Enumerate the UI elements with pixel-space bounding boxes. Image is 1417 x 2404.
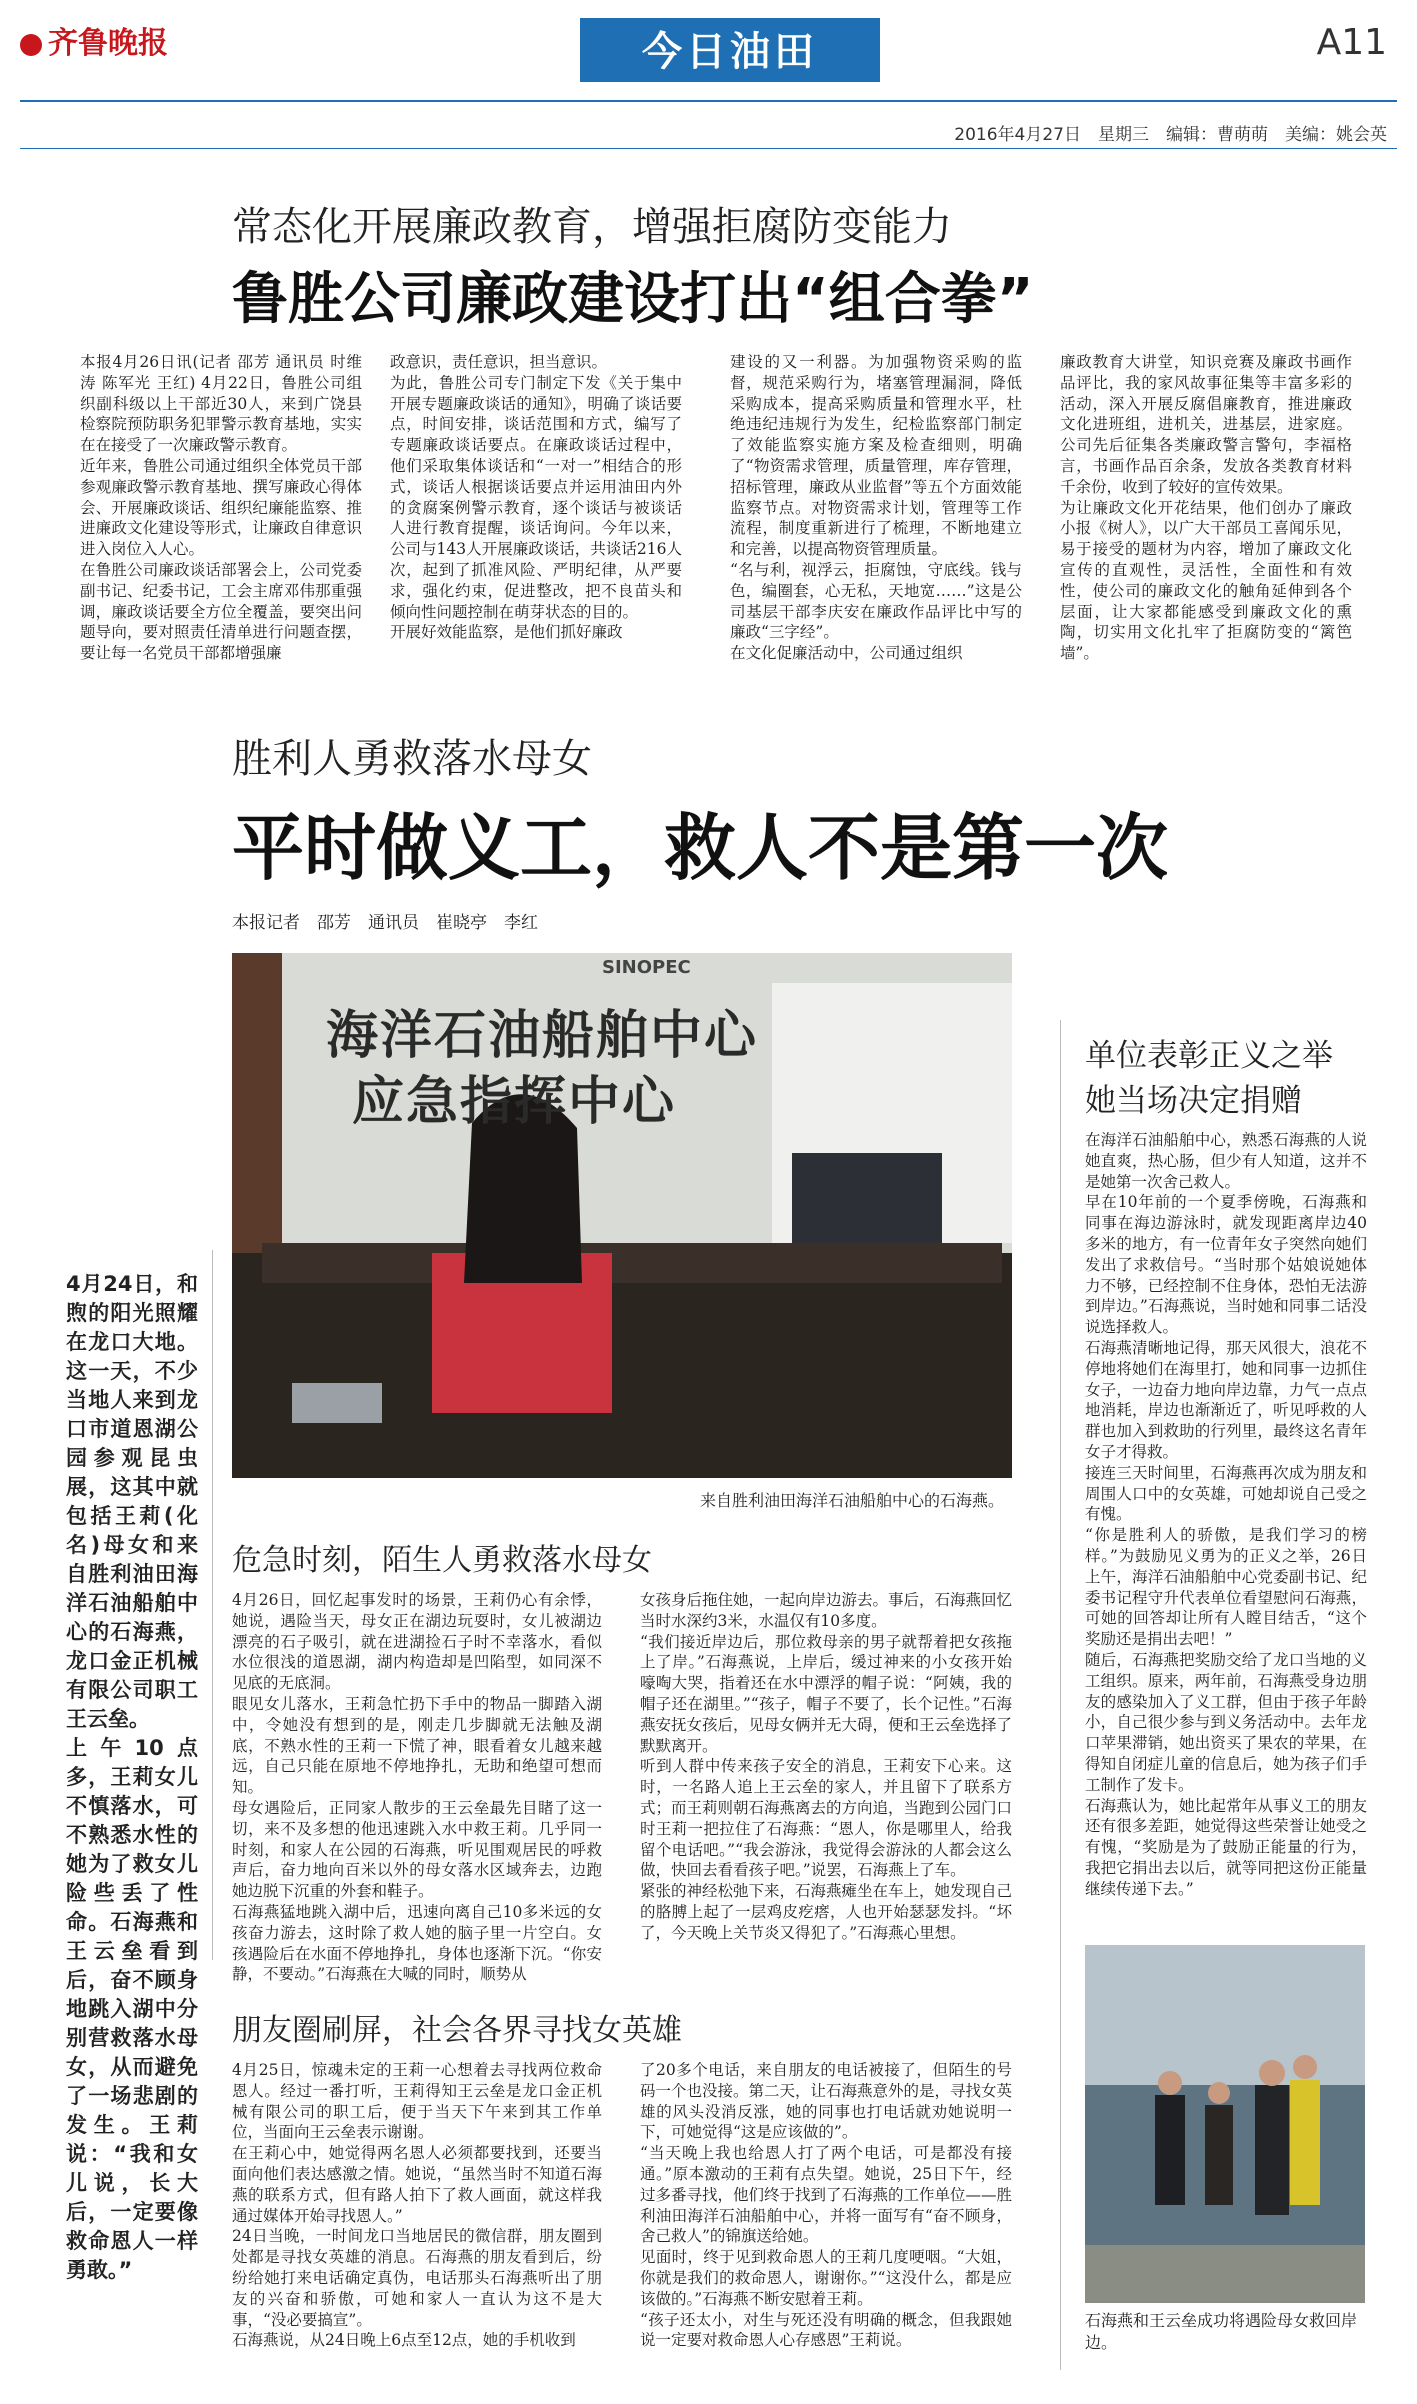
article1-col4: 廉政教育大讲堂，知识竞赛及廉政书画作品评比，我的家风故事征集等丰富多彩的活动，深入开展反腐倡廉教育，推进廉政文化进班组，进机关，进基层，进家庭。公司先后征集各类廉政警言警句，李福格言，书画作品百余条，发放各类教育材料千余份，收到了较好的宣传效果。 为让廉政文化开花结果，他们创办了廉政小报《树人》，以广大干部员工喜闻乐见，易于接受的题材为内容，增加了廉政文化宣传的直观性，灵活性，全面性和有效性，使公司的廉政文化的触角延伸到各个层面，让大家都能感受到廉政文化的熏陶，切实用文化扎牢了拒腐防变的“篱笆墙”。 xyxy=(1060,353,1352,663)
rescue-photo xyxy=(1085,1945,1365,2303)
sec1-col1: 4月26日，回忆起事发时的场景，王莉仍心有余悸，她说，遇险当天，母女正在湖边玩耍时，女儿被湖边漂亮的石子吸引，就在进湖捡石子时不幸落水，看似水位很浅的道恩湖，湖内构造却是凹陷型，如同深不见底的无底洞。 眼见女儿落水，王莉急忙扔下手中的物品一脚踏入湖中，令她没有想到的是，刚走几步脚就无法触及湖底，不熟水性的王莉一下慌了神，眼看着女儿越来越远，自己只能在原地不停地挣扎，无助和绝望可想而知。 母女遇险后，正同家人散步的王云垒最先目睹了这一切，来不及多想的他迅速跳入水中救王莉。几乎同一时刻，和家人在公园的石海燕，听见围观居民的呼救声后，奋力地向百米以外的母女落水区域奔去，边跑她边脱下沉重的外套和鞋子。 石海燕猛地跳入湖中后，迅速向离自己10多米远的女孩奋力游去，这时除了救人她的脑子里一片空白。女孩遇险后在水面不停地挣扎，身体也逐渐下沉。“你安静，不要动。”石海燕在大喊的同时，顺势从 xyxy=(232,1591,602,1984)
article1-col3: 建设的又一利器。为加强物资采购的监督，规范采购行为，堵塞管理漏洞，降低采购成本，提高采购质量和管理水平，杜绝违纪违规行为发生，纪检监察部门制定了效能监察实施方案及检查细则，明确了“物资需求管理，质量管理，库存管理，招标管理，廉政从业监督”等五个方面效能监察节点。对物资需求计划，管理等工作流程，制度重新进行了梳理，不断地建立和完善，以提高物资管理质量。 “名与利，视浮云，拒腐蚀，守底线。钱与色，编圈套，心无私，天地宽……”这是公司基层干部李庆安在廉政作品评比中写的廉政“三字经”。 在文化促廉活动中，公司通过组织 xyxy=(730,353,1022,663)
article1-col2: 政意识，责任意识，担当意识。 为此，鲁胜公司专门制定下发《关于集中开展专题廉政谈话的通知》，明确了谈话要点，时间安排，谈话范围和方式，编写了专题廉政谈话要点。在廉政谈话过程中，他们采取集体谈话和“一对一”相结合的形式，谈话人根据谈话要点并运用油田内外的贪腐案例警示教育，逐个谈话与被谈话人进行教育提醒，谈话询问。今年以来，公司与143人开展廉政谈话，共谈话216人次，起到了抓准风险、严明纪律，从严要求，强化约束，促进整改，把不良苗头和倾向性问题控制在萌芽状态的目的。 开展好效能监察，是他们抓好廉政 xyxy=(390,353,682,642)
rescue-photo-caption: 石海燕和王云垒成功将遇险母女救回岸边。 xyxy=(1085,2311,1358,2352)
main-photo-caption: 来自胜利油田海洋石油船舶中心的石海燕。 xyxy=(700,1491,1005,1510)
photo-sign-line1: 海洋石油船舶中心 xyxy=(326,1006,759,1066)
article2-byline: 本报记者 邵芳 通讯员 崔晓亭 李红 xyxy=(232,913,538,933)
article2-kicker: 胜利人勇救落水母女 xyxy=(232,736,592,782)
right-subhead-line2: 她当场决定捐赠 xyxy=(1085,1083,1302,1119)
main-photo xyxy=(232,953,1012,1478)
sec1-col2: 女孩身后拖住她，一起向岸边游去。事后，石海燕回忆当时水深约3米，水温仅有10多度。 “我们接近岸边后，那位救母亲的男子就帮着把女孩拖上了岸。”石海燕说，上岸后，缓过神来的小女孩开始嚎啕大哭，指着还在水中漂浮的帽子说：“阿姨，我的帽子还在湖里。”“孩子，帽子不要了，长个记性。”石海燕安抚女孩后，见母女俩并无大碍，便和王云垒选择了默默离开。 听到人群中传来孩子安全的消息，王莉安下心来。这时，一名路人追上王云垒的家人，并且留下了联系方式；而王莉则朝石海燕离去的方向追，当跑到公园门口时王莉一把拉住了石海燕：“恩人，你是哪里人，给我留个电话吧。”“我会游泳，我觉得会游泳的人都会这么做，快回去看看孩子吧。”说罢，石海燕上了车。 紧张的神经松弛下来，石海燕瘫坐在车上，她发现自己的胳膊上起了一层鸡皮疙瘩，人也开始瑟瑟发抖。“坏了，今天晚上关节炎又得犯了。”石海燕心里想。 xyxy=(640,1591,1013,1942)
sec2-col2: 了20多个电话，来自朋友的电话被接了，但陌生的号码一个也没接。第二天，让石海燕意外的是，寻找女英雄的风头没消反涨，她的同事也打电话就劝她说明一下，可她觉得“这是应该做的”。 “当天晚上我也给恩人打了两个电话，可是都没有接通。”原本激动的王莉有点失望。她说，25日下午，经过多番寻找，他们终于找到了石海燕的工作单位——胜利油田海洋石油船舶中心，并将一面写有“奋不顾身，舍己救人”的锦旗送给她。 见面时，终于见到救命恩人的王莉几度哽咽。“大姐，你就是我们的救命恩人，谢谢你。”“这没什么，都是应该做的。”石海燕不断安慰着王莉。 “孩子还太小，对生与死还没有明确的概念，但我跟她说一定要对救命恩人心存感恩”王莉说。 xyxy=(640,2061,1013,2350)
subhead-1: 危急时刻，陌生人勇救落水母女 xyxy=(232,1543,652,1578)
article1-headline: 鲁胜公司廉政建设打出“组合拳” xyxy=(232,267,1034,332)
logo-emblem-icon xyxy=(20,34,42,56)
rescue-photo-illustration xyxy=(1085,1945,1365,2303)
right-column-body: 在海洋石油船舶中心，熟悉石海燕的人说她直爽，热心肠，但少有人知道，这并不是她第一次舍己救人。 早在10年前的一个夏季傍晚，石海燕和同事在海边游泳时，就发现距离岸边40多米的地方，有一位青年女子突然向她们发出了求救信号。“当时那个姑娘说她体力不够，已经控制不住身体，恐怕无法游到岸边。”石海燕说，当时她和同事二话没说选择救人。 石海燕清晰地记得，那天风很大，浪花不停地将她们在海里打，她和同事一边抓住女子，一边奋力地向岸边靠，力气一点点地消耗，岸边也渐渐近了，听见呼救的人群也加入到救助的行列里，最终这名青年女子才得救。 接连三天时间里，石海燕再次成为朋友和周围人口中的女英雄，可她却说自己受之有愧。 “你是胜利人的骄傲，是我们学习的榜样。”为鼓励见义勇为的正义之举，26日上午，海洋石油船舶中心党委副书记、纪委书记程守升代表单位看望慰问石海燕，可她的回答却让所有人瞠目结舌，“这个奖励还是捐出去吧！” 随后，石海燕把奖励交给了龙口当地的义工组织。原来，两年前，石海燕受身边朋友的感染加入了义工群，但由于孩子年龄小，自己很少参与到义务活动中。去年龙口苹果滞销，她出资买了果农的苹果，在得知自闭症儿童的信息后，她为孩子们手工制作了发卡。 石海燕认为，她比起常年从事义工的朋友还有很多差距，她觉得这些荣誉让她受之有愧，“奖励是为了鼓励正能量的行为，我把它捐出去以后，就等同把这份正能量继续传递下去。” xyxy=(1085,1131,1367,1898)
article1-kicker: 常态化开展廉政教育，增强拒腐防变能力 xyxy=(232,204,952,250)
photo-sign-line2: 应急指挥中心 xyxy=(352,1072,677,1132)
article2-headline: 平时做义工，救人不是第一次 xyxy=(232,806,1169,890)
right-subhead-line1: 单位表彰正义之举 xyxy=(1085,1038,1333,1074)
divider xyxy=(1060,1020,1061,2370)
article2-lead-sidebar: 4月24日，和煦的阳光照耀在龙口大地。这一天，不少当地人来到龙口市道恩湖公园参观昆虫展，这其中就包括王莉(化名)母女和来自胜利油田海洋石油船舶中心的石海燕，龙口金正机械有限公司职工王云垒。 上午10点多，王莉女儿不慎落水，可不熟悉水性的她为了救女儿险些丢了性命。石海燕和王云垒看到后，奋不顾身地跳入湖中分别营救落水母女，从而避免了一场悲剧的发生。王莉说：“我和女儿说，长大后，一定要像救命恩人一样勇敢。” xyxy=(66,1272,198,2282)
sec2-col1: 4月25日，惊魂未定的王莉一心想着去寻找两位救命恩人。经过一番打听，王莉得知王云垒是龙口金正机械有限公司的职工后，便于当天下午来到其工作单位，当面向王云垒表示谢谢。 在王莉心中，她觉得两名恩人必须都要找到，还要当面向他们表达感激之情。她说，“虽然当时不知道石海燕的联系方式，但有路人拍下了救人画面，就这样我通过媒体开始寻找恩人。” 24日当晚，一时间龙口当地居民的微信群，朋友圈到处都是寻找女英雄的消息。石海燕的朋友看到后，纷纷给她打来电话确定真伪，电话那头石海燕听出了朋友的兴奋和骄傲，可她和家人一直认为这不是大事，“没必要搞宣”。 石海燕说，从24日晚上6点至12点，她的手机收到 xyxy=(232,2061,602,2350)
section-title: 今日油田 xyxy=(580,22,880,82)
page-number: A11 xyxy=(1316,22,1387,63)
article1-col1: 本报4月26日讯(记者 邵芳 通讯员 时维涛 陈军光 王红) 4月22日，鲁胜公司组织副科级以上干部近30人，来到广饶县检察院预防职务犯罪警示教育基地，实实在在接受了一次廉政警示教育。 近年来，鲁胜公司通过组织全体党员干部参观廉政警示教育基地、撰写廉政心得体会、开展廉政谈话、组织纪廉能监察、推进廉政文化建设等形式，让廉政自律意识进入岗位入人心。 在鲁胜公司廉政谈话部署会上，公司党委副书记、纪委书记，工会主席邓伟那重强调，廉政谈话要全方位全覆盖，要突出问题导向，要对照责任清单进行问题查摆，要让每一名党员干部都增强廉 xyxy=(80,353,362,663)
photo-sinopec-logo: SINOPEC xyxy=(602,957,691,978)
dateline: 2016年4月27日 星期三 编辑：曹萌萌 美编：姚会英 xyxy=(954,125,1387,145)
subhead-2: 朋友圈刷屏，社会各界寻找女英雄 xyxy=(232,2013,682,2048)
divider xyxy=(20,100,1397,102)
divider xyxy=(212,1250,213,1960)
logo-text: 齐鲁晚报 xyxy=(48,26,168,61)
divider xyxy=(20,148,1397,149)
newspaper-logo xyxy=(20,18,168,62)
